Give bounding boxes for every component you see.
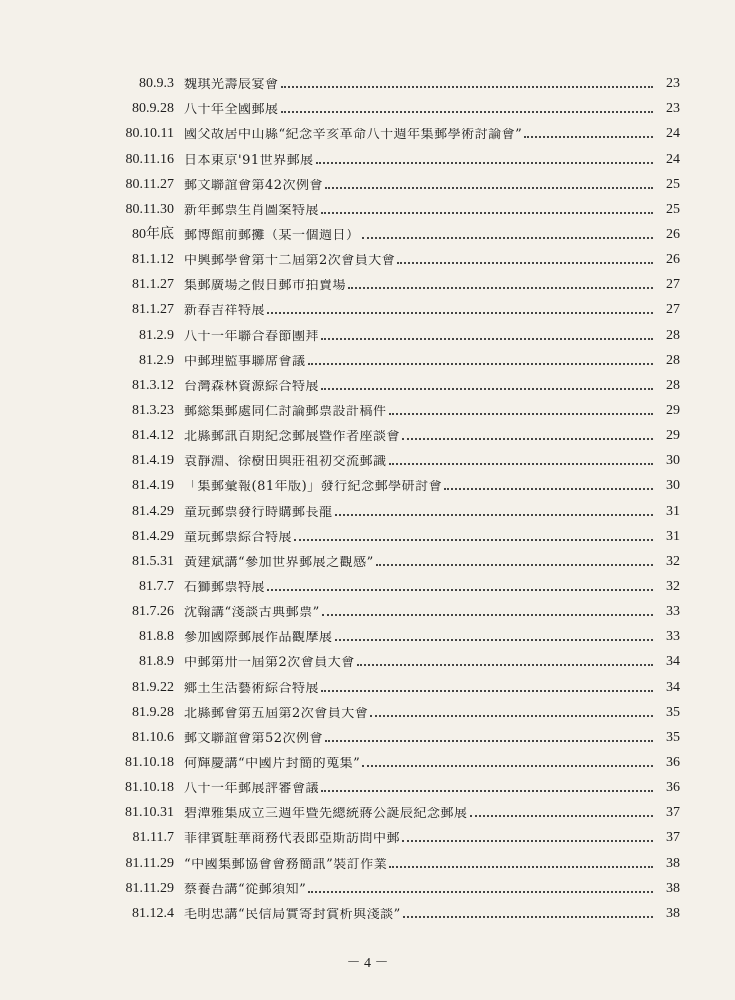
toc-entry-title: 集郵廣場之假日郵市拍賣場 xyxy=(184,279,347,293)
toc-entry xyxy=(95,820,680,845)
toc-entry-page: 31 xyxy=(666,528,680,544)
toc-entry-page: 34 xyxy=(666,679,680,695)
toc-entry-title: 新年郵票生肖圖案特展 xyxy=(184,203,320,217)
toc-entry-title: 北縣郵訊百期紀念郵展暨作者座談會 xyxy=(184,430,401,444)
dot-leader xyxy=(524,136,653,138)
dot-leader xyxy=(335,639,653,641)
toc-entry-page: 27 xyxy=(666,302,680,318)
dot-leader xyxy=(389,463,653,465)
toc-entry xyxy=(95,192,680,217)
toc-entry-title: 黃建斌講“參加世界郵展之觀感” xyxy=(184,555,374,569)
dot-leader xyxy=(397,262,653,264)
toc-entry-date: 81.11.29 xyxy=(125,855,174,871)
dot-leader xyxy=(370,715,653,717)
dot-leader xyxy=(362,765,653,767)
toc-entry-page: 23 xyxy=(666,76,680,92)
toc-entry-page: 29 xyxy=(666,428,680,444)
toc-entry-page: 28 xyxy=(666,377,680,393)
toc-entry-page: 26 xyxy=(666,226,680,242)
toc-entry-date: 80.10.11 xyxy=(125,126,174,142)
page-number-footer: － 4 － xyxy=(346,956,389,971)
dot-leader xyxy=(308,363,653,365)
toc-entry-title: 沈翰講“淺談古典郵票” xyxy=(184,606,320,620)
table-of-contents xyxy=(95,66,680,921)
toc-entry-title: 碧潭雅集成立三週年暨先總統蔣公誕辰紀念郵展 xyxy=(184,807,468,821)
dot-leader xyxy=(267,589,653,591)
toc-entry-title: 中郵第卅一屆第2次會員大會 xyxy=(184,656,355,670)
toc-entry-title: 石獅郵票特展 xyxy=(184,580,266,594)
dot-leader xyxy=(321,690,653,692)
toc-entry-page: 32 xyxy=(666,553,680,569)
toc-entry-title: “中國集郵協會會務簡訊”裝訂作業 xyxy=(184,857,388,871)
toc-entry xyxy=(95,418,680,443)
toc-entry xyxy=(95,242,680,267)
toc-entry-page: 33 xyxy=(666,604,680,620)
toc-entry xyxy=(95,569,680,594)
dot-leader xyxy=(470,815,653,817)
toc-entry-page: 25 xyxy=(666,201,680,217)
toc-entry xyxy=(95,66,680,91)
toc-entry-date: 81.10.6 xyxy=(132,729,174,745)
toc-entry-date: 81.2.9 xyxy=(139,327,174,343)
toc-entry-date: 81.4.19 xyxy=(132,453,174,469)
dot-leader xyxy=(316,162,653,164)
dot-leader xyxy=(335,514,653,516)
dot-leader xyxy=(321,790,653,792)
dot-leader xyxy=(402,840,653,842)
dot-leader xyxy=(444,488,653,490)
dot-leader xyxy=(325,740,653,742)
toc-entry-page: 26 xyxy=(666,252,680,268)
toc-entry-page: 37 xyxy=(666,805,680,821)
dot-leader xyxy=(308,891,653,893)
toc-entry-title: 參加國際郵展作品觀摩展 xyxy=(184,631,333,645)
dot-leader xyxy=(376,564,653,566)
dot-leader xyxy=(389,866,653,868)
toc-entry-date: 81.8.8 xyxy=(139,629,174,645)
toc-entry-page: 35 xyxy=(666,729,680,745)
dot-leader xyxy=(403,916,653,918)
dot-leader xyxy=(321,388,653,390)
toc-entry-date: 81.1.27 xyxy=(132,302,174,318)
dot-leader xyxy=(281,111,653,113)
toc-entry xyxy=(95,896,680,921)
toc-entry-title: 中郵理監事聯席會議 xyxy=(184,354,306,368)
toc-entry-title: 國父故居中山縣“紀念辛亥革命八十週年集郵學術討論會” xyxy=(184,128,523,142)
toc-entry-page: 30 xyxy=(666,453,680,469)
toc-entry-date: 81.11.29 xyxy=(125,880,174,896)
toc-entry-title: 郵文聯誼會第42次例會 xyxy=(184,178,324,192)
toc-entry xyxy=(95,619,680,644)
toc-entry-page: 29 xyxy=(666,402,680,418)
toc-entry-page: 30 xyxy=(666,478,680,494)
toc-entry-title: 「集郵彙報(81年版)」發行紀念郵學研討會 xyxy=(184,480,443,494)
toc-entry-date: 81.10.18 xyxy=(125,780,174,796)
toc-entry-title: 菲律賓駐華商務代表郎亞斯訪問中郵 xyxy=(184,832,401,846)
toc-entry-date: 81.3.23 xyxy=(132,402,174,418)
toc-entry-title: 何輝慶講“中國片封簡的蒐集” xyxy=(184,756,361,770)
toc-entry-date: 81.3.12 xyxy=(132,377,174,393)
toc-entry xyxy=(95,217,680,242)
toc-entry-date: 80.9.28 xyxy=(132,101,174,117)
toc-entry-date: 81.1.27 xyxy=(132,277,174,293)
dot-leader xyxy=(389,413,653,415)
dot-leader xyxy=(362,237,653,239)
toc-entry-page: 37 xyxy=(666,830,680,846)
toc-entry-title: 毛明忠講“民信局實寄封賞析與淺談” xyxy=(184,907,401,921)
toc-entry xyxy=(95,770,680,795)
toc-entry-title: 童玩郵票發行時購郵長龍 xyxy=(184,505,333,519)
toc-entry-title: 鄉土生活藝術綜合特展 xyxy=(184,681,320,695)
toc-entry-page: 38 xyxy=(666,905,680,921)
toc-entry-title: 袁靜淵、徐樹田與莊祖初交流郵識 xyxy=(184,455,387,469)
toc-entry-date: 81.4.29 xyxy=(132,528,174,544)
toc-entry xyxy=(95,267,680,292)
toc-entry xyxy=(95,695,680,720)
toc-entry xyxy=(95,669,680,694)
toc-entry-page: 32 xyxy=(666,578,680,594)
toc-entry-date: 81.7.7 xyxy=(139,578,174,594)
toc-entry xyxy=(95,745,680,770)
toc-entry-date: 80.11.27 xyxy=(125,176,174,192)
dot-leader xyxy=(281,86,653,88)
toc-entry-page: 38 xyxy=(666,880,680,896)
toc-entry-title: 郵総集郵處同仁討論郵票設計稿件 xyxy=(184,404,387,418)
dot-leader xyxy=(322,614,653,616)
toc-entry-date: 81.11.7 xyxy=(132,830,174,846)
toc-entry-title: 蔡養吾講“從郵須知” xyxy=(184,882,307,896)
toc-entry-page: 36 xyxy=(666,754,680,770)
toc-entry-page: 23 xyxy=(666,101,680,117)
toc-entry xyxy=(95,468,680,493)
toc-entry xyxy=(95,493,680,518)
toc-entry-date: 81.2.9 xyxy=(139,352,174,368)
toc-entry-title: 台灣森林資源綜合特展 xyxy=(184,379,320,393)
toc-entry-date: 80.11.16 xyxy=(125,151,174,167)
toc-entry-date: 80.9.3 xyxy=(139,76,174,92)
toc-entry xyxy=(95,644,680,669)
dot-leader xyxy=(402,438,653,440)
dot-leader xyxy=(267,312,653,314)
toc-entry-page: 24 xyxy=(666,151,680,167)
toc-entry xyxy=(95,116,680,141)
toc-entry-title: 魏琪光壽辰宴會 xyxy=(184,78,279,92)
toc-entry-date: 81.5.31 xyxy=(132,553,174,569)
toc-entry-page: 36 xyxy=(666,780,680,796)
toc-entry xyxy=(95,368,680,393)
toc-entry-date: 81.4.12 xyxy=(132,428,174,444)
toc-entry-title: 八十一年郵展評審會議 xyxy=(184,782,320,796)
dot-leader xyxy=(294,539,653,541)
toc-entry-page: 38 xyxy=(666,855,680,871)
toc-entry xyxy=(95,720,680,745)
toc-entry-title: 北縣郵會第五屆第2次會員大會 xyxy=(184,706,369,720)
toc-entry xyxy=(95,393,680,418)
toc-entry-date: 81.1.12 xyxy=(132,252,174,268)
toc-entry xyxy=(95,519,680,544)
toc-entry xyxy=(95,343,680,368)
toc-entry-page: 25 xyxy=(666,176,680,192)
toc-entry-date: 80.11.30 xyxy=(125,201,174,217)
toc-entry-date: 81.9.28 xyxy=(132,704,174,720)
toc-entry xyxy=(95,443,680,468)
toc-entry xyxy=(95,594,680,619)
toc-entry-title: 八十年全國郵展 xyxy=(184,103,279,117)
toc-entry-page: 34 xyxy=(666,654,680,670)
dot-leader xyxy=(357,664,653,666)
toc-entry-date: 81.7.26 xyxy=(132,604,174,620)
dot-leader xyxy=(321,338,653,340)
toc-entry xyxy=(95,795,680,820)
toc-entry xyxy=(95,167,680,192)
toc-entry-date: 81.10.18 xyxy=(125,754,174,770)
toc-entry-page: 35 xyxy=(666,704,680,720)
toc-entry-title: 八十一年聯合春節團拜 xyxy=(184,329,320,343)
toc-entry xyxy=(95,91,680,116)
toc-entry-date: 81.12.4 xyxy=(132,905,174,921)
toc-entry-date: 81.9.22 xyxy=(132,679,174,695)
toc-entry xyxy=(95,544,680,569)
toc-entry xyxy=(95,292,680,317)
toc-entry-date: 81.4.19 xyxy=(132,478,174,494)
toc-entry-date: 81.8.9 xyxy=(139,654,174,670)
toc-entry-title: 新春吉祥特展 xyxy=(184,304,266,318)
toc-entry-page: 31 xyxy=(666,503,680,519)
toc-entry-page: 27 xyxy=(666,277,680,293)
toc-entry-page: 33 xyxy=(666,629,680,645)
toc-entry-title: 中興郵學會第十二屆第2次會員大會 xyxy=(184,254,396,268)
toc-entry-page: 28 xyxy=(666,327,680,343)
toc-entry-title: 童玩郵票綜合特展 xyxy=(184,530,293,544)
toc-entry-title: 郵文聯誼會第52次例會 xyxy=(184,731,324,745)
toc-entry-title: 郵博館前郵攤（某一個週日） xyxy=(184,228,360,242)
dot-leader xyxy=(348,287,653,289)
toc-entry-date: 81.4.29 xyxy=(132,503,174,519)
dot-leader xyxy=(321,212,653,214)
toc-entry xyxy=(95,141,680,166)
toc-entry xyxy=(95,871,680,896)
toc-entry-date: 81.10.31 xyxy=(125,805,174,821)
toc-entry-page: 28 xyxy=(666,352,680,368)
toc-entry xyxy=(95,845,680,870)
toc-entry-date: 80年底 xyxy=(132,226,174,242)
toc-entry-page: 24 xyxy=(666,126,680,142)
toc-entry xyxy=(95,317,680,342)
dot-leader xyxy=(325,187,653,189)
toc-entry-title: 日本東京'91世界郵展 xyxy=(184,153,314,167)
